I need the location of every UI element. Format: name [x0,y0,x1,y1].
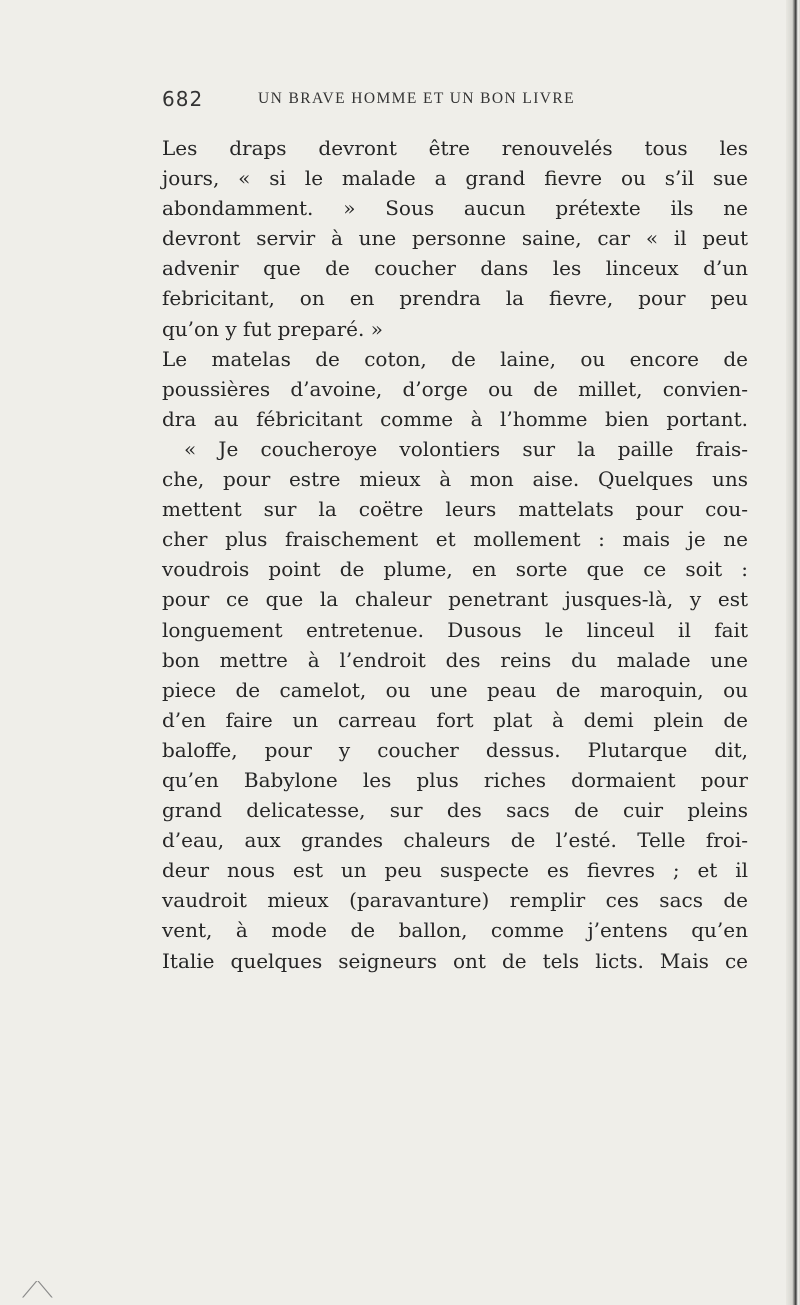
body-text [162,133,748,976]
text-line: advenir que de coucher dans les linceux d’un [162,256,748,281]
running-title: UN BRAVE HOMME ET UN BON LIVRE [258,90,575,107]
text-line: voudrois point de plume, en sorte que ce soit : [162,557,748,582]
text-line: mettent sur la coëtre leurs mattelats pour cou- [162,497,748,522]
text-line: piece de camelot, ou une peau de maroquin, ou [162,677,748,702]
text-line: d’en faire un carreau fort plat à demi plein de [162,707,748,732]
text-line: vaudroit mieux (paravanture) remplir ces sacs de [162,888,748,913]
text-line: febricitant, on en prendra la fievre, pour peu [162,286,748,311]
text-line: « Je coucheroye volontiers sur la paille frais- [184,436,748,461]
text-line: baloffe, pour y coucher dessus. Plutarque dit, [162,737,748,762]
text-line: dra au fébricitant comme à l’homme bien portant. [162,406,748,431]
text-line: grand delicatesse, sur des sacs de cuir pleins [162,798,748,823]
text-line: qu’en Babylone les plus riches dormaient pour [162,767,748,792]
text-line: longuement entretenue. Dusous le linceul il fait [162,617,748,642]
text-line: devront servir à une personne saine, car « il peut [162,226,748,251]
text-line: cher plus fraischement et mollement : mais je ne [162,527,748,552]
page-number: 682 [162,87,204,111]
text-line: Le matelas de coton, de laine, ou encore de [162,346,748,371]
text-line: bon mettre à l’endroit des reins du malade une [162,647,748,672]
running-head [162,87,722,117]
text-line: che, pour estre mieux à mon aise. Quelques uns [162,467,748,492]
text-line: deur nous est un peu suspecte es fievres ; et il [162,858,748,883]
text-line: pour ce que la chaleur penetrant jusques-là, y est [162,587,748,612]
text-line: poussières d’avoine, d’orge ou de millet, convien- [162,376,748,401]
text-line: abondamment. » Sous aucun prétexte ils ne [162,196,748,221]
text-line: jours, « si le malade a grand fievre ou s’il sue [162,166,748,191]
text-line: Italie quelques seigneurs ont de tels licts. Mais ce [162,948,748,973]
page-edge [786,0,800,1305]
text-line: vent, à mode de ballon, comme j’entens qu’en [162,918,748,943]
text-line: Les draps devront être renouvelés tous les [162,136,748,160]
text-line: qu’on y fut preparé. » [162,316,383,341]
corner-mark: ⟋⟍ [22,1278,53,1303]
text-line: d’eau, aux grandes chaleurs de l’esté. Telle froi- [162,828,748,853]
